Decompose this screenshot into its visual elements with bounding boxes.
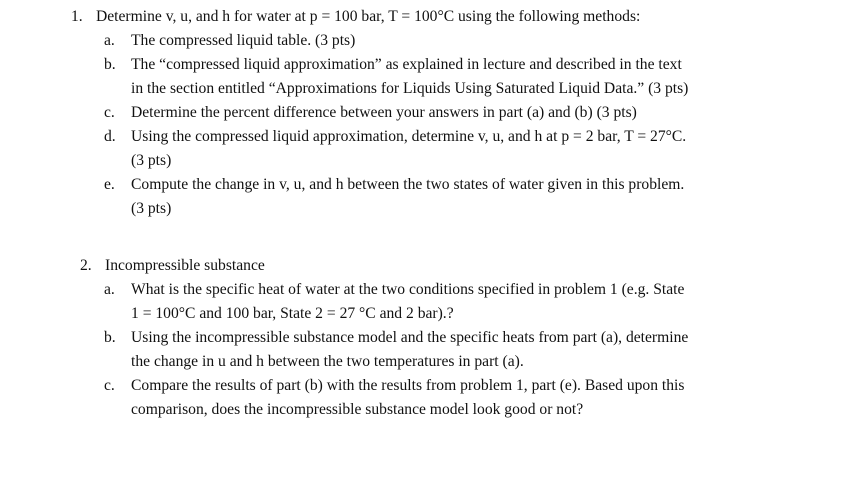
- part-text-line: comparison, does the incompressible substance model look good or not?: [131, 401, 584, 418]
- problem-number: 1.: [71, 8, 83, 25]
- problem-statement: Incompressible substance: [105, 257, 265, 274]
- part-text-line: Determine the percent difference between your answers in part (a) and (b) (3 pts): [131, 104, 637, 121]
- part-letter: c.: [104, 377, 115, 394]
- part-text-line: (3 pts): [131, 152, 172, 169]
- part-letter: a.: [104, 281, 115, 298]
- problem-2: [0, 254, 854, 422]
- part-text-line: 1 = 100°C and 100 bar, State 2 = 27 °C and 2 bar).?: [131, 305, 454, 322]
- problem-2-heading: [0, 254, 854, 278]
- part-text-line: in the section entitled “Approximations for Liquids Using Saturated Liquid Data.” (3 pts): [131, 80, 689, 97]
- part-letter: c.: [104, 104, 115, 121]
- problem-2-part-c: [0, 374, 854, 422]
- part-text-line: The compressed liquid table. (3 pts): [131, 32, 356, 49]
- part-text-line: The “compressed liquid approximation” as explained in lecture and described in the text: [131, 56, 682, 73]
- problem-1: [0, 5, 854, 221]
- part-text-line: Using the compressed liquid approximation, determine v, u, and h at p = 2 bar, T = 27°C.: [131, 128, 687, 145]
- part-text-line: What is the specific heat of water at the two conditions specified in problem 1 (e.g. State: [131, 281, 685, 298]
- part-letter: e.: [104, 176, 115, 193]
- part-letter: b.: [104, 329, 116, 346]
- problem-2-part-b: [0, 326, 854, 374]
- part-text-line: Compute the change in v, u, and h between the two states of water given in this problem.: [131, 176, 685, 193]
- part-text-line: the change in u and h between the two temperatures in part (a).: [131, 353, 524, 370]
- part-letter: d.: [104, 128, 116, 145]
- part-text-line: (3 pts): [131, 200, 172, 217]
- problem-1-part-b: [0, 53, 854, 101]
- problem-statement: Determine v, u, and h for water at p = 100 bar, T = 100°C using the following methods:: [96, 8, 641, 25]
- part-letter: b.: [104, 56, 116, 73]
- problem-1-part-e: [0, 173, 854, 221]
- part-text-line: Compare the results of part (b) with the results from problem 1, part (e). Based upon this: [131, 377, 685, 394]
- part-text-line: Using the incompressible substance model and the specific heats from part (a), determine: [131, 329, 689, 346]
- problem-2-part-a: [0, 278, 854, 326]
- part-letter: a.: [104, 32, 115, 49]
- problem-1-part-a: [0, 29, 854, 53]
- problem-number: 2.: [80, 257, 92, 274]
- problem-1-part-c: [0, 101, 854, 125]
- problem-1-part-d: [0, 125, 854, 173]
- problem-1-heading: [0, 5, 854, 29]
